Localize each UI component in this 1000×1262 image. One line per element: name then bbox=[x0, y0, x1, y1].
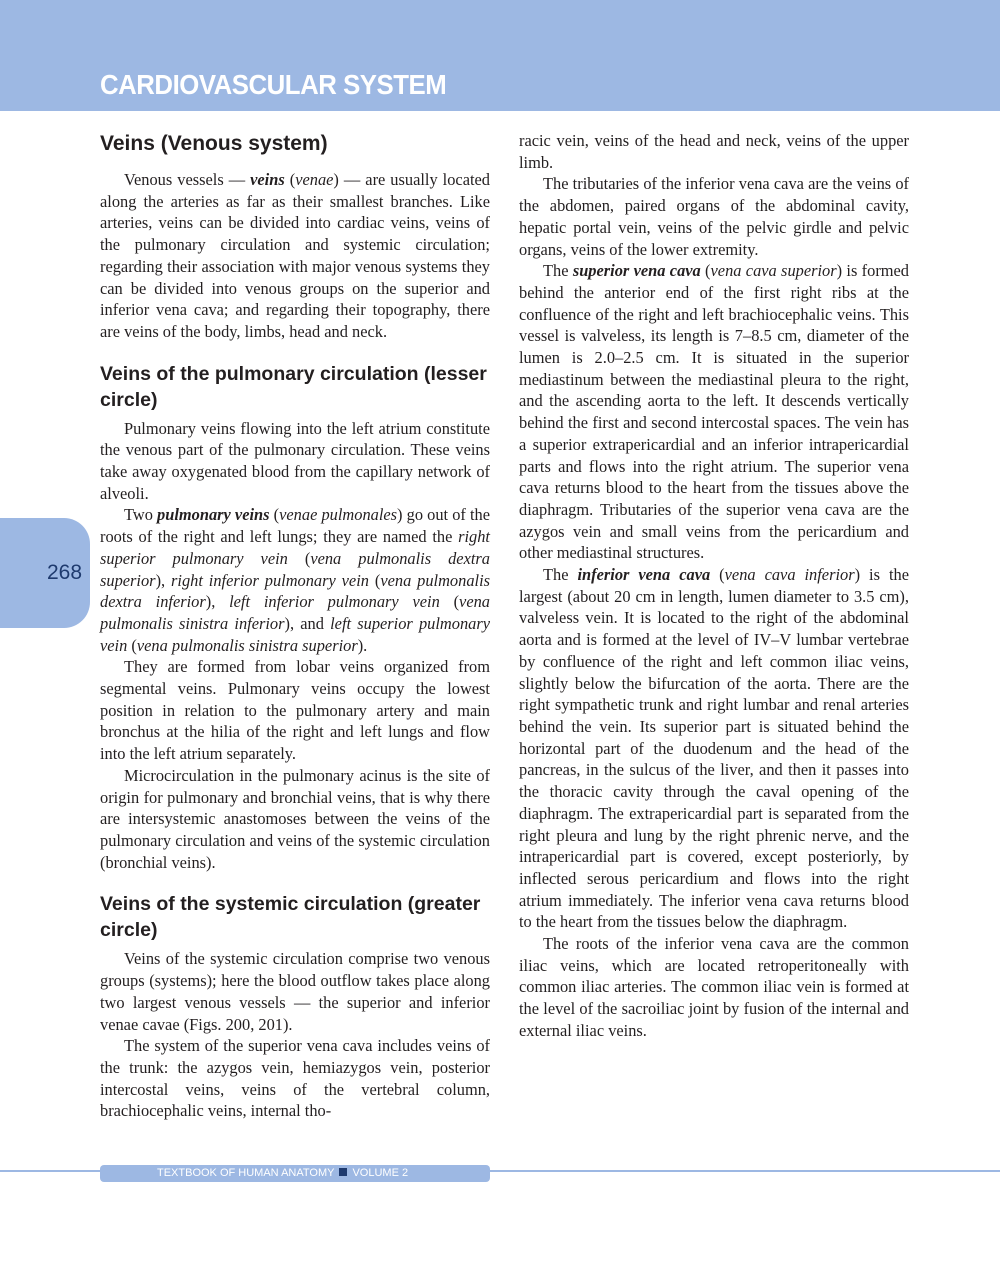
paragraph-ivc-roots: The roots of the inferior vena cava are the common iliac veins, which are located retroperitoneally with common iliac arteries. The common iliac vein is formed at the level of the sacroiliac joint by fusion of the internal and external iliac veins. bbox=[519, 934, 909, 1040]
footer-volume: VOLUME 2 bbox=[352, 1167, 409, 1179]
paragraph-systemic-2: The system of the superior vena cava includes veins of the trunk: the azygos vein, hemiazygos vein, posterior intercostal veins, veins of the vertebral column, brachiocephalic veins, internal tho- bbox=[100, 1036, 490, 1121]
chapter-title: CARDIOVASCULAR SYSTEM bbox=[100, 69, 447, 100]
paragraph-pulmonary-2: Two pulmonary veins (venae pulmonales) go out of the roots of the right and left lungs; they are named the right superior pulmonary vein (vena pulmonalis dextra superior), right inferior pulmonary vein (vena pulmonalis dextra inferior), left inferior pulmonary vein (vena pulmonalis sinistra inferior), and left superior pulmonary vein (vena pulmonalis sinistra superior). bbox=[100, 505, 491, 655]
subheading-systemic-veins: Veins of the systemic circulation (greater circle) bbox=[100, 893, 481, 942]
paragraph-inferior-vena-cava: The inferior vena cava (vena cava inferior) is the largest (about 20 cm in length, lumen diameter to 3.5 cm), valveless vein. It is located to the right of the abdominal aorta and is formed at the level of IV–V lumbar vertebrae by confluence of the right and left common iliac veins, slightly below the bifurcation of the aorta. There are the right sympathetic trunk and right lumbar and renal arteries behind the vein. Its superior part is situated behind the horizontal part of the duodenum and the head of the pancreas, in the sulcus of the liver, and then it passes into the thoracic cavity through the caval opening of the diaphragm. The extrapericardial part is separated from the right pleura and lung by the right phrenic nerve, and the intrapericardial part is covered, except posteriorly, by inflected serous pericardium and flows into the right atrium immediately. The inferior vena cava returns blood to the heart from the tissues below the diaphragm. bbox=[519, 565, 909, 932]
section-heading: Veins (Venous system) bbox=[100, 132, 328, 155]
paragraph-intro: Venous vessels — veins (venae) — are usually located along the arteries as far as their smallest branches. Like arteries, veins can be divided into cardiac veins, veins of the pulmonary circulation and systemic circulation; regarding their association with major venous systems they can be divided into venous groups on the superior and inferior vena cava; and regarding their topography, there are veins of the body, limbs, head and neck. bbox=[100, 170, 490, 341]
footer-square-icon bbox=[339, 1168, 347, 1176]
left-column bbox=[100, 130, 490, 1122]
paragraph-systemic-1: Veins of the systemic circulation comprise two venous groups (systems); here the blood outflow takes place along two largest venous vessels — the superior and inferior venae cavae (Figs. 200, 201). bbox=[100, 949, 490, 1034]
footer-book-title: TEXTBOOK OF HUMAN ANATOMY bbox=[157, 1167, 335, 1179]
running-footer bbox=[100, 1165, 490, 1182]
right-column bbox=[519, 130, 909, 1042]
paragraph-pulmonary-3: They are formed from lobar veins organized from segmental veins. Pulmonary veins occupy the lowest position in relation to the pulmonary artery and main bronchus at the hilia of the right and left lungs and flow into the left atrium separately. bbox=[100, 657, 490, 764]
paragraph-superior-vena-cava: The superior vena cava (vena cava superior) is formed behind the anterior end of the first right ribs at the confluence of the right and left brachiocephalic veins. This vessel is valveless, its length is 7–8.5 cm, diameter of the lumen is 2.0–2.5 cm. It is situated in the superior mediastinum between the mediastinal pleura to the right, and the ascending aorta to the left. It descends vertically behind the first and second intercostal spaces. The vein has a superior extrapericardial and an inferior intrapericardial parts and flows into the right atrium. The superior vena cava returns blood to the heart from the tissues above the diaphragm. Tributaries of the superior vena cava are the azygos vein and small veins from the pericardium and other mediastinal structures. bbox=[519, 261, 909, 563]
paragraph-ivc-tributaries: The tributaries of the inferior vena cava are the veins of the abdomen, paired organs of the abdominal cavity, hepatic portal vein, veins of the pelvic girdle and pelvic organs, veins of the lower extremity. bbox=[519, 174, 909, 259]
paragraph-pulmonary-1: Pulmonary veins flowing into the left atrium constitute the venous part of the pulmonary circulation. These veins take away oxygenated blood from the capillary network of alveoli. bbox=[100, 418, 490, 503]
subheading-pulmonary-veins: Veins of the pulmonary circulation (lesser circle) bbox=[100, 362, 487, 411]
page-number: 268 bbox=[47, 561, 83, 584]
paragraph-pulmonary-4: Microcirculation in the pulmonary acinus is the site of origin for pulmonary and bronchial veins, that is why there are intersystemic anastomoses between the veins of the pulmonary circulation and veins of the systemic circulation (bronchial veins). bbox=[100, 765, 490, 872]
paragraph-continued: racic vein, veins of the head and neck, veins of the upper limb. bbox=[519, 131, 909, 172]
